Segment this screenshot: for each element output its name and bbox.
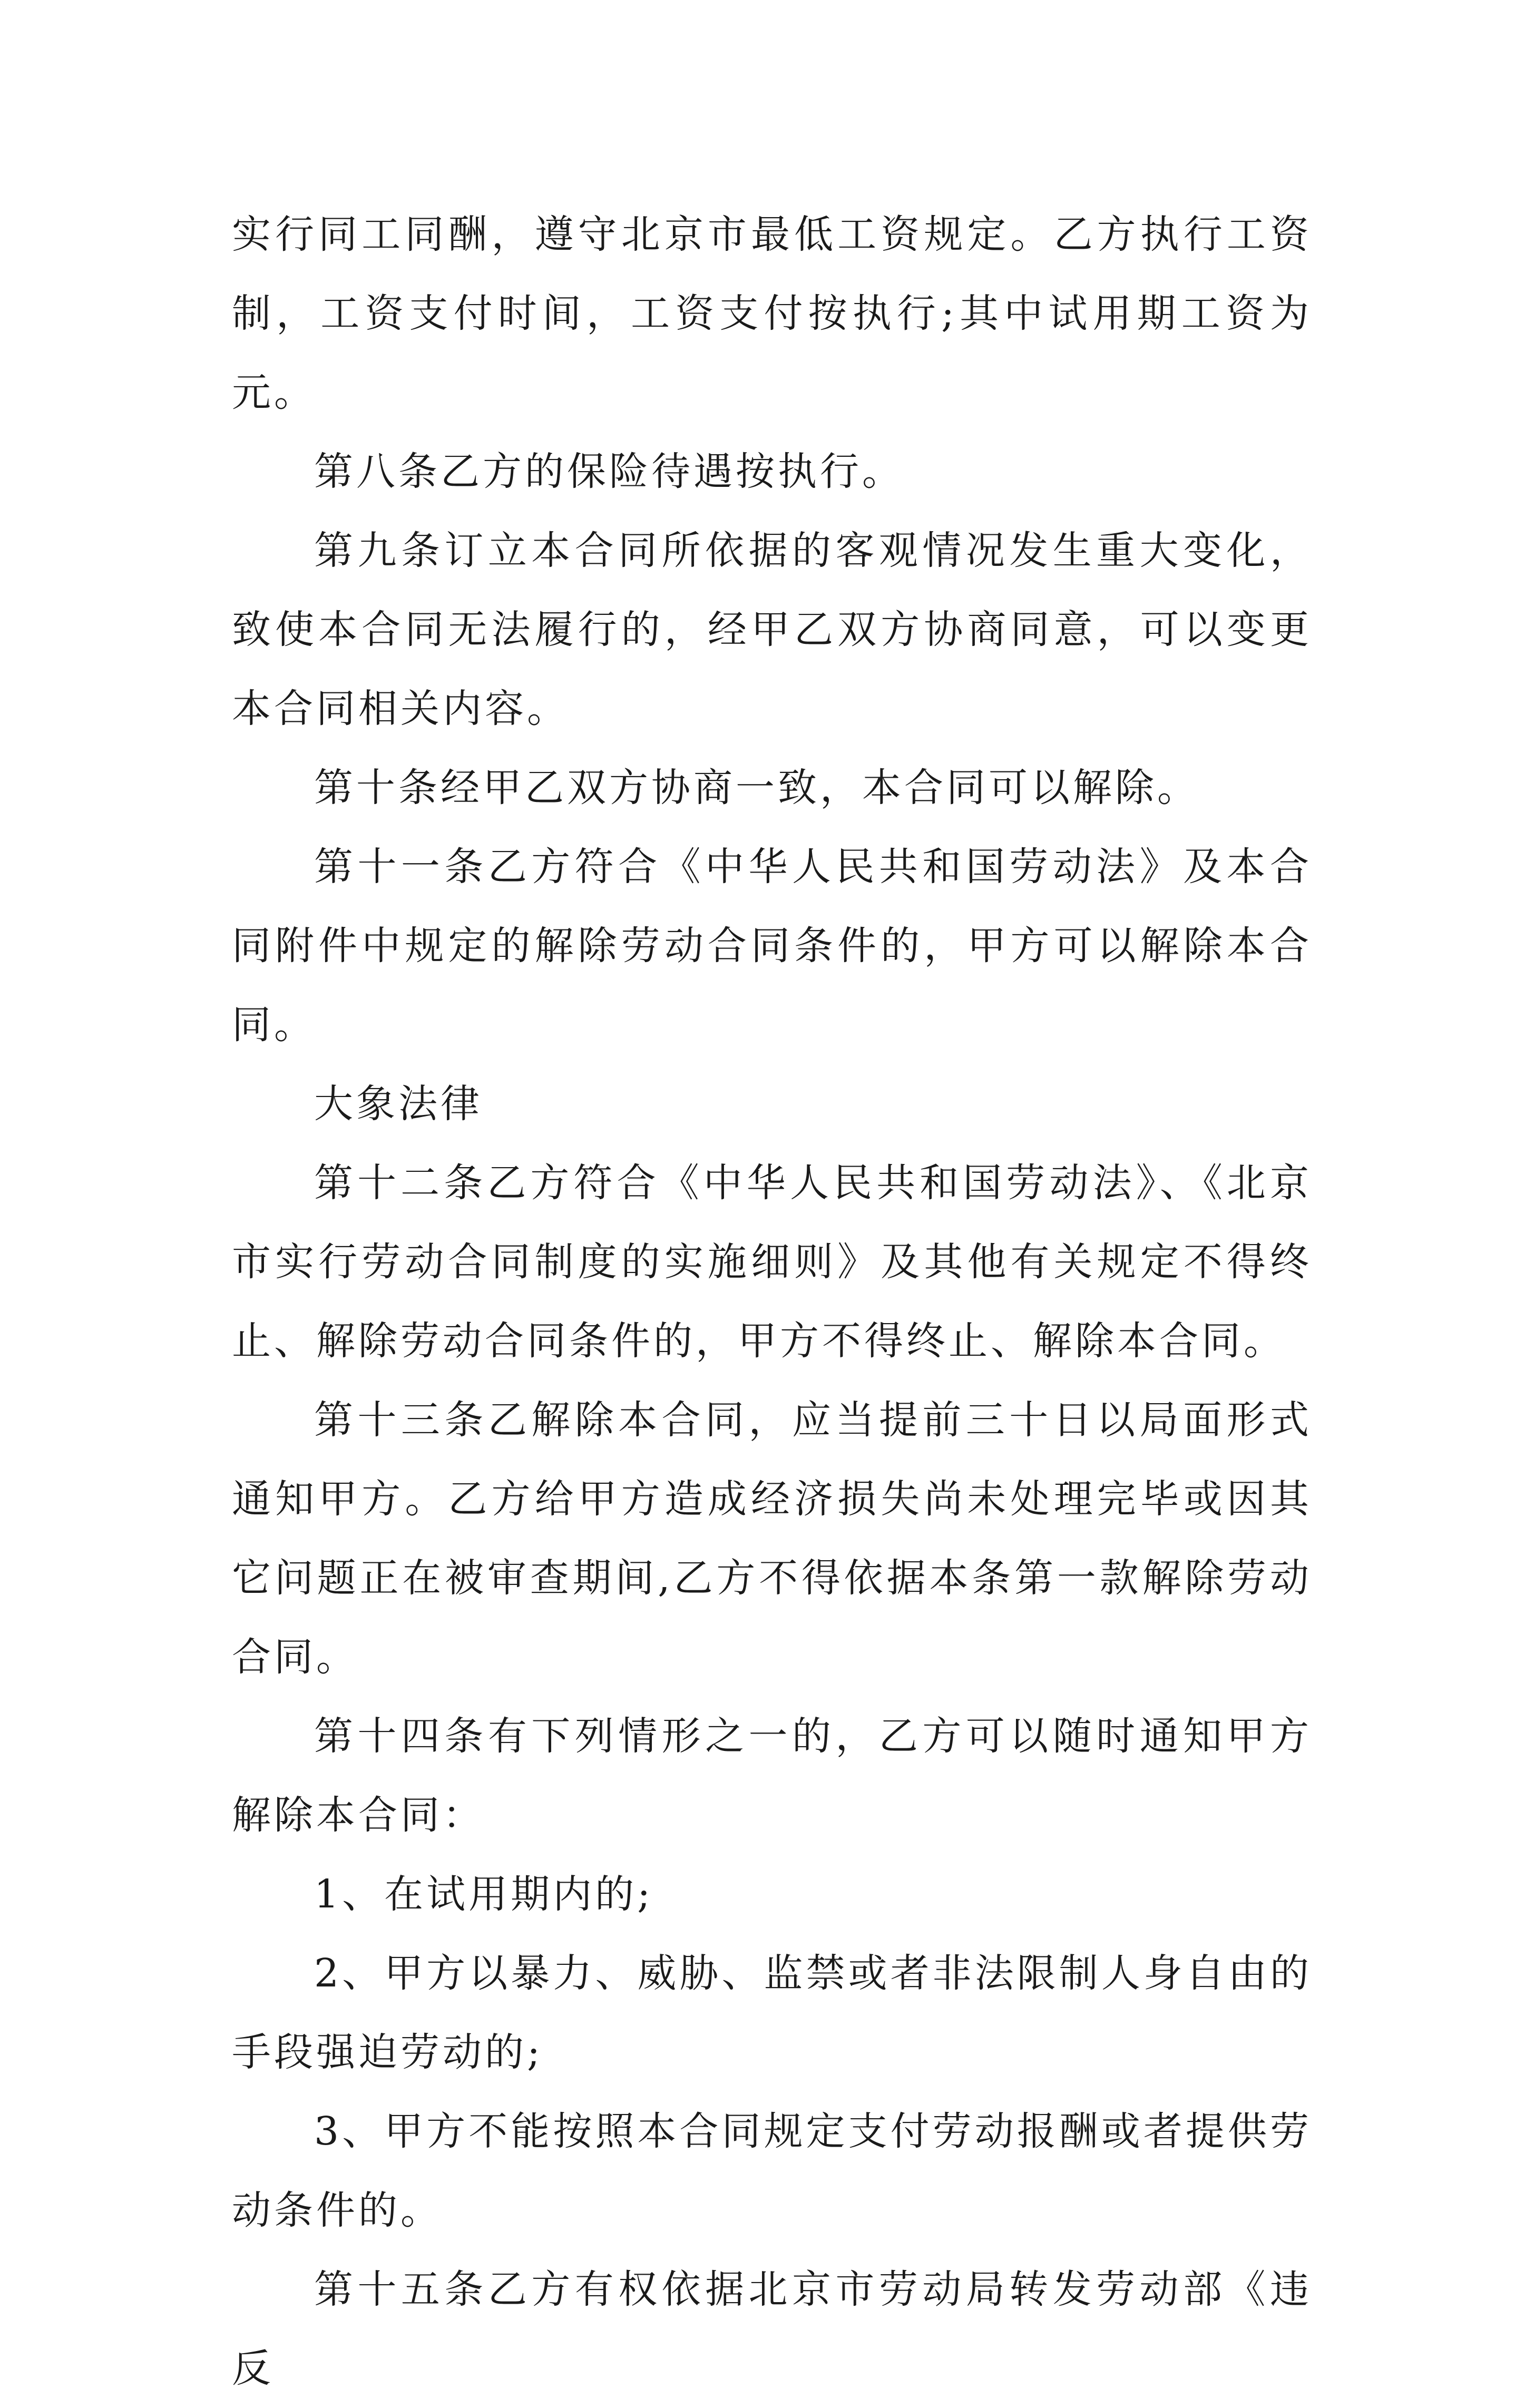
paragraph-article-14: 第十四条有下列情形之一的，乙方可以随时通知甲方解除本合同： (232, 1714, 1312, 1838)
paragraph-watermark-line: 大象法律 (314, 1081, 483, 1127)
paragraph-article-9: 第九条订立本合同所依据的客观情况发生重大变化，致使本合同无法履行的，经甲乙双方协商同意，可以变更本合同相关内容。 (232, 528, 1312, 731)
paragraph-article-8: 第八条乙方的保险待遇按执行。 (314, 449, 904, 494)
list-item-1: 1、在试用期内的; (314, 1872, 654, 1917)
list-item-2: 2、甲方以暴力、威胁、监禁或者非法限制人身自由的手段强迫劳动的; (232, 1951, 1312, 2075)
list-item-3: 3、甲方不能按照本合同规定支付劳动报酬或者提供劳动条件的。 (232, 2109, 1312, 2233)
paragraph-article-15: 第十五条乙方有权依据北京市劳动局转发劳动部《违反 (232, 2267, 1312, 2391)
paragraph-article-10: 第十条经甲乙双方协商一致，本合同可以解除。 (314, 765, 1199, 810)
document-body (232, 195, 1312, 2408)
paragraph-article-11: 第十一条乙方符合《中华人民共和国劳动法》及本合同附件中规定的解除劳动合同条件的，甲方可以解除本合同。 (232, 844, 1312, 1048)
paragraph-article-13: 第十三条乙解除本合同，应当提前三十日以局面形式通知甲方。乙方给甲方造成经济损失尚未处理完毕或因其它问题正在被审查期间,乙方不得依据本条第一款解除劳动合同。 (232, 1397, 1312, 1680)
paragraph-article-12: 第十二条乙方符合《中华人民共和国劳动法》、《北京市实行劳动合同制度的实施细则》及其他有关规定不得终止、解除劳动合同条件的，甲方不得终止、解除本合同。 (232, 1160, 1312, 1364)
paragraph-wage-terms: 实行同工同酬，遵守北京市最低工资规定。乙方执行工资制，工资支付时间，工资支付按执行;其中试用期工资为元。 (232, 212, 1312, 415)
